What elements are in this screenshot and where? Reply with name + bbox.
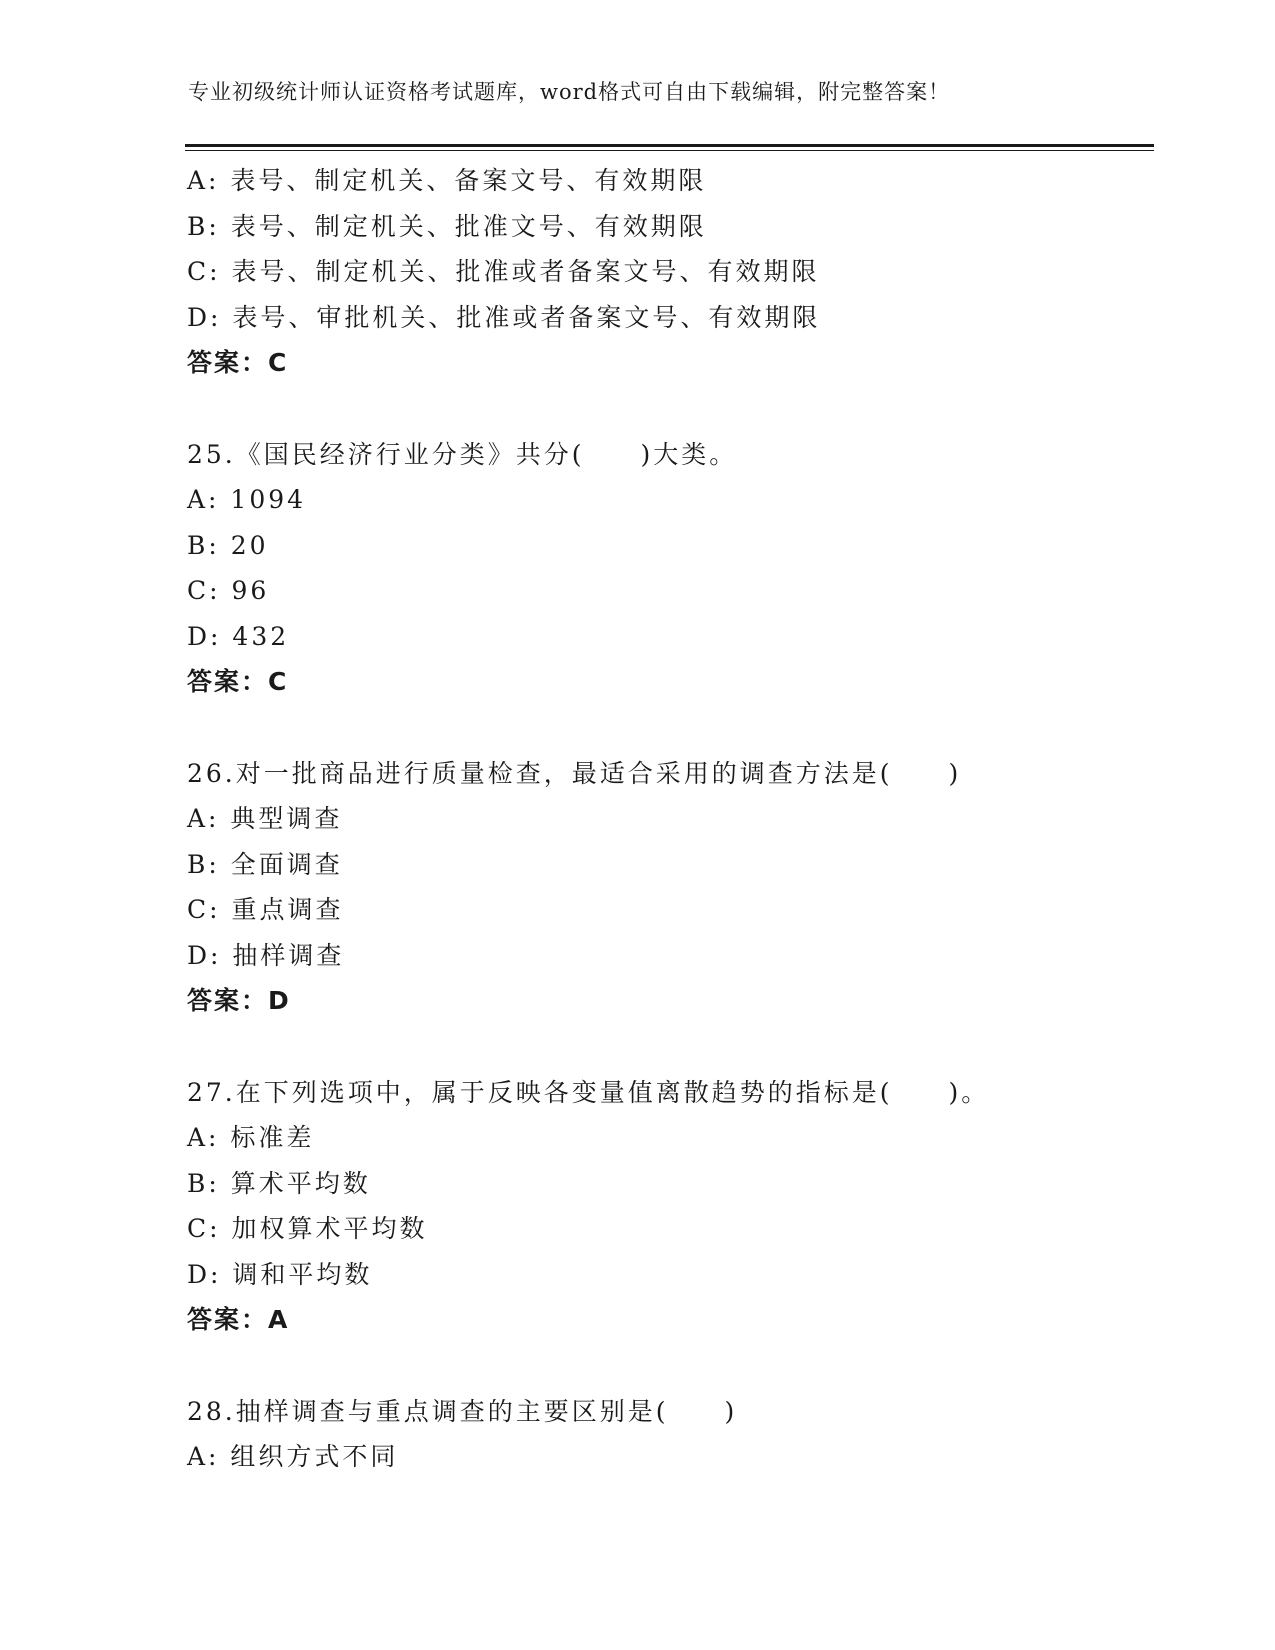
option-b: B: 表号、制定机关、批准文号、有效期限: [187, 211, 707, 241]
answer-line: 答案：A: [187, 1305, 290, 1334]
question-25: [187, 432, 1147, 705]
option-a: A: 典型调查: [187, 804, 343, 833]
option-c: C: 重点调查: [187, 895, 344, 924]
answer-line: 答案：C: [187, 348, 289, 377]
question-26: [187, 751, 1147, 1024]
option-d: D: 432: [187, 621, 290, 651]
question-stem: 28.抽样调查与重点调查的主要区别是( ): [187, 1396, 738, 1426]
option-b: B: 算术平均数: [187, 1168, 371, 1198]
question-27: [187, 1070, 1147, 1343]
question-stem: 27.在下列选项中，属于反映各变量值离散趋势的指标是( )。: [187, 1077, 990, 1107]
header-divider-thick: [185, 144, 1154, 147]
header-divider-thin: [185, 150, 1154, 151]
option-b: B: 20: [187, 530, 269, 560]
option-d: D: 调和平均数: [187, 1259, 373, 1289]
option-c: C: 加权算术平均数: [187, 1214, 428, 1243]
question-list: [187, 158, 1147, 1480]
question-stem: 26.对一批商品进行质量检查，最适合采用的调查方法是( ): [187, 758, 962, 788]
option-c: C: 96: [187, 576, 270, 605]
answer-line: 答案：D: [187, 986, 291, 1015]
question-24-continued: [187, 158, 1147, 386]
option-a: A: 1094: [187, 485, 307, 514]
option-d: D: 抽样调查: [187, 940, 345, 970]
option-a: A: 标准差: [187, 1123, 315, 1152]
option-a: A: 组织方式不同: [187, 1442, 399, 1471]
question-28: [187, 1389, 1147, 1480]
option-c: C: 表号、制定机关、批准或者备案文号、有效期限: [187, 257, 820, 286]
page-header: 专业初级统计师认证资格考试题库，word格式可自由下载编辑，附完整答案！: [188, 80, 951, 104]
answer-line: 答案：C: [187, 667, 289, 696]
option-b: B: 全面调查: [187, 849, 343, 879]
option-d: D: 表号、审批机关、批准或者备案文号、有效期限: [187, 302, 821, 332]
option-a: A: 表号、制定机关、备案文号、有效期限: [187, 166, 707, 195]
question-stem: 25.《国民经济行业分类》共分( )大类。: [187, 439, 738, 469]
